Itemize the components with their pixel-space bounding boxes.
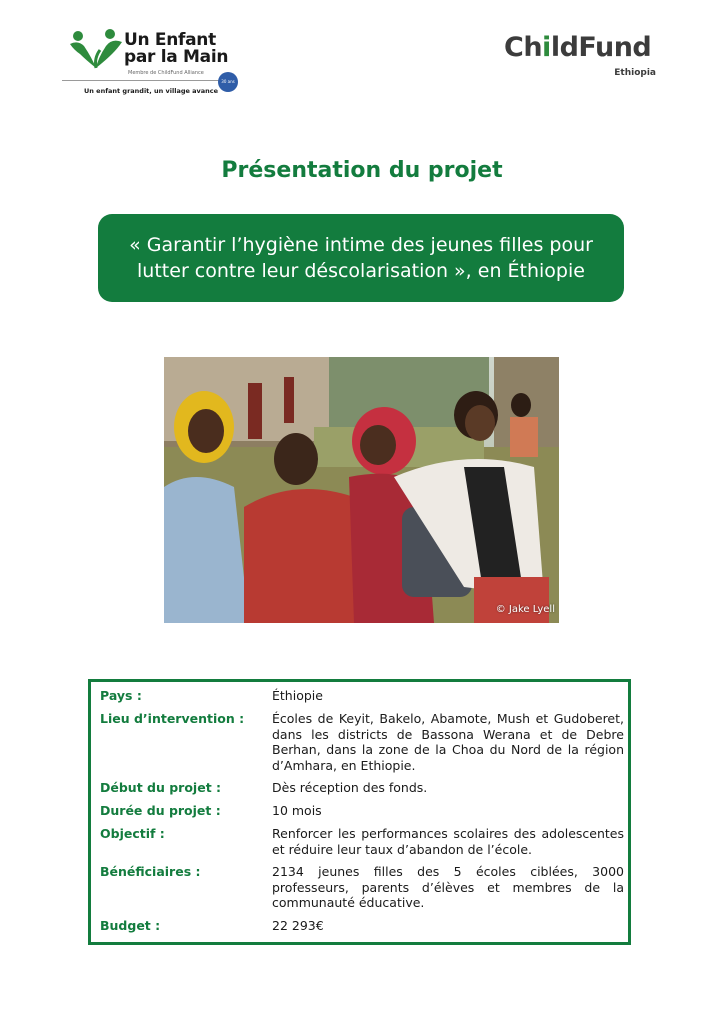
info-label: Pays : bbox=[100, 688, 142, 703]
info-label: Lieu d’intervention : bbox=[100, 711, 245, 726]
info-value: Éthiopie bbox=[272, 688, 323, 703]
info-value: Dès réception des fonds. bbox=[272, 780, 428, 795]
childfund-ethiopia-logo bbox=[502, 32, 662, 88]
info-label: Budget : bbox=[100, 918, 161, 933]
slogan: Un enfant grandit, un village avance bbox=[84, 87, 219, 95]
info-value: Écoles de Keyit, Bakelo, Abamote, Mush et Gudoberet, dans les districts de Bassona Werana et de Debre Berhan, dans la zone de la Choa du Nord de la région d’Amhara, en Ethiopie. bbox=[272, 711, 624, 773]
project-photo bbox=[164, 357, 559, 623]
anniversary-badge: 30 ans bbox=[218, 72, 238, 92]
photo-credit: © Jake Lyell bbox=[495, 604, 555, 615]
project-title-banner bbox=[98, 214, 624, 302]
project-info-box bbox=[88, 679, 631, 945]
info-label: Début du projet : bbox=[100, 780, 222, 795]
info-value: Renforcer les performances scolaires des adolescentes et réduire leur taux d’abandon de l’école. bbox=[272, 826, 624, 857]
info-label: Bénéficiaires : bbox=[100, 864, 201, 879]
info-value: 2134 jeunes filles des 5 écoles ciblées, 3000 professeurs, parents d’élèves et membres de la communauté éducative. bbox=[272, 864, 624, 910]
info-value: 10 mois bbox=[272, 803, 322, 818]
info-label: Objectif : bbox=[100, 826, 165, 841]
childfund-wordmark: ChildFund bbox=[504, 32, 652, 63]
logo-country: Ethiopia bbox=[614, 68, 656, 78]
brand-name: Un Enfant par la Main bbox=[124, 30, 229, 67]
photo-illustration bbox=[164, 357, 559, 623]
project-title-text: « Garantir l’hygiène intime des jeunes filles pour lutter contre leur déscolarisation », en Éthiopie bbox=[129, 234, 593, 282]
member-caption: Membre de ChildFund Alliance bbox=[128, 70, 204, 76]
two-figures-heart-icon bbox=[66, 28, 126, 70]
info-label: Durée du projet : bbox=[100, 803, 221, 818]
info-value: 22 293€ bbox=[272, 918, 324, 933]
un-enfant-par-la-main-logo bbox=[62, 26, 252, 98]
logo-divider bbox=[62, 80, 230, 81]
page-title: Présentation du projet bbox=[221, 158, 503, 183]
